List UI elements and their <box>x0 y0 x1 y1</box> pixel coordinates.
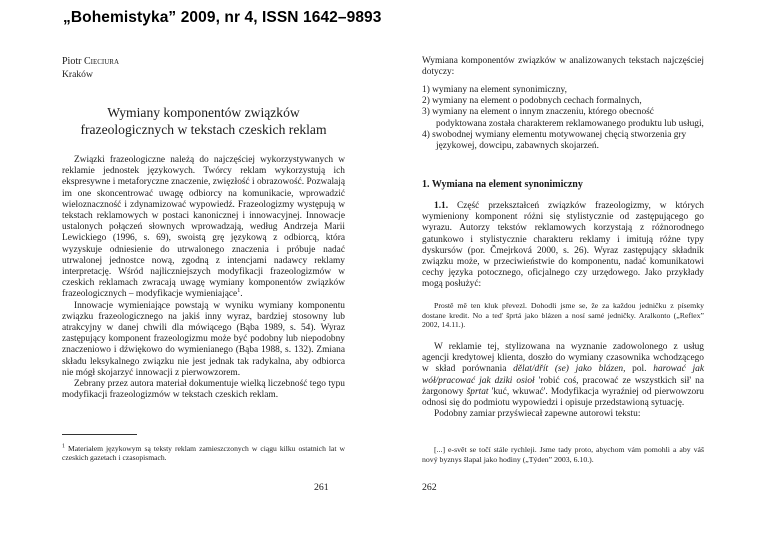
list-item: 1) wymiany na element synonimiczny, <box>422 85 567 95</box>
section-paragraph-body: Część przekształceń związków frazeologizmy, w których wymieniony komponent różni się stylistycznie od zastępującego go wyrazu. Autorzy tekstów reklamowych korzystają z różnorodnego gatunkowo i stylistycznie charakteru reklamy i imitują różne typy dyskursów (por. Čmejrková 2000, s. 26). Wyraz zastępujący składnik związku może, w przeciwieństwie do komponentu, nadać komunikatowi cechy języka potocznego, oficjalnego czy urzędowego. Jako przykłady mogą posłużyć: <box>422 201 704 290</box>
page-number-right: 262 <box>422 482 437 493</box>
footnote-divider <box>62 434 137 435</box>
footnote-number: 1 <box>62 443 65 450</box>
quote-2 <box>422 445 704 464</box>
author-city: Kraków <box>62 69 93 80</box>
left-body <box>62 155 345 401</box>
list-item: 3) wymiany na element o innym znaczeniu, którego obecność podyktowana została charakterem reklamowanego produktu lub usługi, <box>422 107 704 129</box>
author-first-name: Piotr <box>62 56 82 67</box>
footnote-text: Materiałem językowym są teksty reklam zamieszczonych w ciągu kilku ostatnich lat w czeskich gazetach i czasopismach. <box>62 444 346 463</box>
author-name <box>62 56 119 68</box>
analysis-paragraphs <box>422 342 704 420</box>
page-number-left: 261 <box>314 482 329 493</box>
analysis-paragraph-2: Podobny zamiar przyświecał zapewne autorowi tekstu: <box>434 409 641 420</box>
modification-list <box>422 85 704 152</box>
paragraph-3: Zebrany przez autora materiał dokumentuje wielką liczebność tego typu modyfikacji frazeologizmów w tekstach czeskich reklam. <box>62 379 345 401</box>
analysis-text-b: , pol. <box>623 364 654 375</box>
paragraph-1 <box>62 155 345 301</box>
analysis-italic-1: dělat/dřít (se) jako blázen <box>513 364 624 375</box>
footnote-ref[interactable]: 1 <box>237 288 241 295</box>
section-heading: 1. Wymiana na element synonimiczny <box>422 179 583 190</box>
analysis-italic-2: harować jak wół/pracować jak dziki osioł <box>422 364 704 386</box>
quote-1 <box>422 301 704 330</box>
author-last-name: Cieciura <box>83 56 120 67</box>
analysis-italic-3: šprtat <box>466 386 489 397</box>
section-number: 1.1. <box>434 201 449 211</box>
analysis-text-a: W reklamie tej, stylizowana na wyznanie zadowolonego z usług agencji kredytowej klienta, doszło do wymiany czasownika wchodzącego w skład porównania <box>422 342 704 375</box>
journal-header <box>0 0 768 40</box>
analysis-paragraph <box>422 342 704 409</box>
footnote <box>62 444 345 463</box>
paragraph-2: Innowacje wymieniające powstają w wyniku wymiany komponentu związku frazeologicznego na jakiś inny wyraz, bardziej stosowny lub atrakcyjny w danej chwili dla mówiącego (Bąba 1989, s. 54). Wyraz zastępujący komponent frazeologizmu może być podobny lub niepodobny znaczeniowo i dźwiękowo do wymienianego (Bąba 1988, s. 132). Zmiana składu leksykalnego związku nie jest jednak tak radykalna, aby odbiorca nie mógł skojarzyć innowacji z pierwowzorem. <box>62 300 345 378</box>
intro-text: Wymiana komponentów związków w analizowanych tekstach najczęściej dotyczy: <box>422 56 704 78</box>
journal-title: „Bohemistyka” 2009, nr 4, ISSN 1642–9893 <box>63 9 382 26</box>
analysis-text-c: 'robić coś, pracować ze wszystkich sił' na żargonowy <box>422 375 704 397</box>
article-title <box>62 104 345 138</box>
analysis-text-d: 'kuć, wkuwać'. Modyfikacja wyraźniej od pierwowzoru odnosi się do podmiotu wypowiedzi i opisuje przedstawioną sytuację. <box>422 386 704 409</box>
article-title-line2: frazeologicznych w tekstach czeskich reklam <box>80 122 327 137</box>
paragraph-1-end: . <box>240 289 243 300</box>
paragraph-1-text: Związki frazeologiczne należą do najczęściej wykorzystywanych w reklamie jednostek językowych. Twórcy reklam wykorzystują ich ekspresywne i metaforyczne znaczenie, zwięzłość i obrazowość. Pozwalają im one skoncentrować uwagę odbiorcy na komunikacie, wprowadzić wieloznaczność i zdynamizować wypowiedź. Frazeologizmy występują w tekstach reklamowych w postaci kanonicznej i innowacyjnej. Innowacje ustalonych połączeń słownych wprowadzają, według Andrzeja Marii Lewickiego (1996, s. 69), swoistą grę językową z odbiorcą, która wyzyskuje odniesienie do utrwalonego znaczenia i próbuje nadać utrwalonej jednostce nową, zgodną z intencjami nadawcy reklamy interpretację. Wśród najliczniejszych modyfikacji frazeologizmów w czeskich reklamach zwracają uwagę wymiany komponentów związków frazeologicznych – modyfikacje wymieniające <box>62 155 345 300</box>
article-title-line1: Wymiany komponentów związków <box>107 105 300 120</box>
list-item: 4) swobodnej wymiany elementu motywowanej chęcią stworzenia gry językowej, dowcipu, zabawnych skojarzeń. <box>422 129 687 152</box>
quote-1-text: Prostě mě ten kluk převezl. Dohodli jsme se, že za každou jedničku z písemky dostane kredit. No a teď šprtá jako blázen a nosí samé jedničky. Aralkonto („Reflex” 2002, 14.11.). <box>422 301 704 330</box>
quote-2-text: [...] e-svět se točí stále rychleji. Jsme tady proto, abychom vám pomohli a aby váš nový byznys šlapal jako hodiny („Týden” 2003, 6.10.). <box>422 445 704 464</box>
right-intro <box>422 56 704 78</box>
section-paragraph-text <box>422 201 704 291</box>
section-paragraph <box>422 201 704 291</box>
list-item: 2) wymiany na element o podobnych cechach formalnych, <box>422 96 642 107</box>
